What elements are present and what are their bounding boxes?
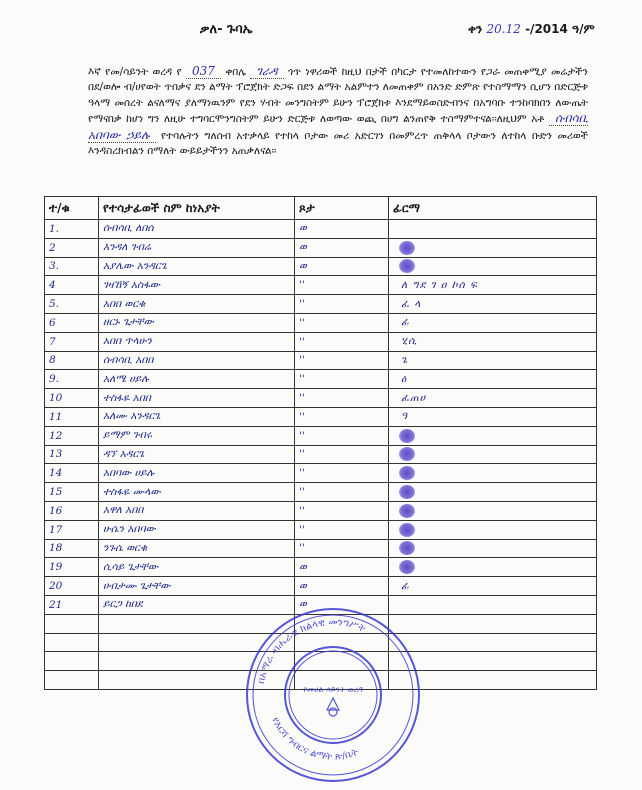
cell-no: 14 — [45, 464, 99, 483]
handwritten-signature: ፈ ላ — [401, 297, 422, 310]
table-row — [45, 483, 597, 502]
cell-signature — [389, 539, 597, 558]
cell-sex: '' — [295, 295, 389, 314]
table-row — [45, 313, 597, 332]
cell-signature — [389, 389, 597, 408]
cell-sex: '' — [295, 351, 389, 370]
cell-no — [45, 614, 99, 633]
kebele-number: 037 — [186, 64, 221, 79]
cell-name: ሰብሳቢ ለበሰ — [99, 220, 295, 239]
fingerprint-icon — [399, 447, 415, 461]
cell-signature — [389, 351, 597, 370]
cell-signature — [389, 483, 597, 502]
cell-no: 20 — [45, 577, 99, 596]
table-row — [45, 332, 597, 351]
cell-signature — [389, 313, 597, 332]
cell-sex: ወ — [295, 577, 389, 596]
cell-signature — [389, 238, 597, 257]
cell-no: 10 — [45, 389, 99, 408]
cell-sex: ወ — [295, 238, 389, 257]
cell-signature — [389, 370, 597, 389]
cell-signature — [389, 426, 597, 445]
fingerprint-icon — [399, 504, 415, 518]
date-prefix: ቀን — [468, 22, 483, 36]
cell-name: ሲሳይ ጌታቸው — [99, 558, 295, 577]
cell-signature — [389, 501, 597, 520]
cell-no: 21 — [45, 595, 99, 614]
paragraph-text-4: የተባሉትን ግለሰብ አተቃላይ የተከላ ቦታው መሪ አድርገን በመምረጥ ጠቅላላ ቦታውን ለተከላ ቡድን መሪወች እንዳስረክብልን በማለት ውይይታችንን አጠቃለናል፡፡ — [88, 129, 589, 158]
cell-no — [45, 671, 99, 690]
document-title: ቃለ- ጉባኤ — [200, 22, 253, 37]
cell-signature — [389, 220, 597, 239]
handwritten-signature: ፊ — [401, 316, 410, 329]
cell-signature — [389, 295, 597, 314]
table-row — [45, 276, 597, 295]
cell-signature — [389, 445, 597, 464]
table-row — [45, 501, 597, 520]
cell-sex: ወ — [295, 257, 389, 276]
cell-name: አያሌው አንዳርጌ — [99, 257, 295, 276]
cell-name: ሰብሳቢ አበበ — [99, 351, 295, 370]
cell-name: ይርጋ ከበደ — [99, 595, 295, 614]
cell-name: ይማም ገብሩ — [99, 426, 295, 445]
table-row — [45, 220, 597, 239]
cell-name: ተስፋዬ ሙላው — [99, 483, 295, 502]
fingerprint-icon — [399, 466, 415, 480]
fingerprint-icon — [399, 560, 415, 574]
cell-sex: ወ — [295, 220, 389, 239]
handwritten-signature: ሂሲ — [401, 335, 418, 348]
header-number: ተ/ቁ — [45, 197, 99, 220]
fingerprint-icon — [399, 429, 415, 443]
header-signature: ፊርማ — [389, 197, 597, 220]
cell-sex: '' — [295, 483, 389, 502]
cell-name: ንጉሴ ወርቁ — [99, 539, 295, 558]
cell-signature — [389, 577, 597, 596]
table-row — [45, 370, 597, 389]
cell-no: 17 — [45, 520, 99, 539]
table-row — [45, 407, 597, 426]
cell-name: ሁሴን አበባው — [99, 520, 295, 539]
handwritten-signature: ለ ግደ ገ ዐ ኮሰ ፍ — [401, 278, 479, 291]
paragraph-text-1: እኛ የመ/ሳይንት ወረዳ የ — [88, 66, 182, 78]
leader-name: ሰብሳቢ አበባው ኃይሉ — [88, 111, 588, 142]
cell-signature — [389, 520, 597, 539]
cell-no: 3. — [45, 257, 99, 276]
cell-name: አበባው ሀይሉ — [99, 464, 295, 483]
table-row — [45, 351, 597, 370]
cell-signature — [389, 464, 597, 483]
stamp-outer-text: በአማራ ብሔራዊ ክልላዊ መንግሥት — [255, 616, 367, 685]
agreement-paragraph — [88, 64, 588, 159]
document-date — [468, 22, 595, 37]
cell-name: አለሜ ሀይሉ — [99, 370, 295, 389]
cell-name: ተስፋዬ አበበ — [99, 389, 295, 408]
fingerprint-icon — [399, 541, 415, 555]
cell-name: አበበ ወርቁ — [99, 295, 295, 314]
cell-sex: '' — [295, 276, 389, 295]
table-header-row — [45, 197, 597, 220]
cell-no: 18 — [45, 539, 99, 558]
handwritten-signature: ፊ — [401, 579, 410, 592]
cell-sex: '' — [295, 445, 389, 464]
table-row — [45, 445, 597, 464]
cell-no: 15 — [45, 483, 99, 502]
handwritten-signature: ጌ — [401, 353, 409, 366]
cell-signature — [389, 332, 597, 351]
table-row — [45, 238, 597, 257]
fingerprint-icon — [399, 485, 415, 499]
table-row — [45, 577, 597, 596]
cell-no: 11 — [45, 407, 99, 426]
fingerprint-icon — [399, 523, 415, 537]
cell-name: ዳኘ አዳርጌ — [99, 445, 295, 464]
emblem-icon — [327, 698, 339, 716]
cell-sex: '' — [295, 407, 389, 426]
cell-signature — [389, 558, 597, 577]
official-stamp — [238, 600, 428, 790]
handwritten-signature: ዓ — [401, 410, 409, 423]
cell-no: 6 — [45, 313, 99, 332]
cell-sex: '' — [295, 464, 389, 483]
date-handwritten: 20.12 — [486, 22, 521, 36]
table-row — [45, 426, 597, 445]
cell-name: ዘርኑ ጌታቸው — [99, 313, 295, 332]
cell-sex: ወ — [295, 558, 389, 577]
cell-sex: '' — [295, 332, 389, 351]
cell-sex: '' — [295, 313, 389, 332]
cell-sex: '' — [295, 539, 389, 558]
cell-no: 8 — [45, 351, 99, 370]
cell-no: 1. — [45, 220, 99, 239]
table-row — [45, 539, 597, 558]
date-suffix: -/2014 ዓ/ም — [525, 22, 595, 36]
cell-no: 2 — [45, 238, 99, 257]
cell-no: 7 — [45, 332, 99, 351]
cell-name: አዋለ አበበ — [99, 501, 295, 520]
cell-sex: '' — [295, 520, 389, 539]
header-sex: ጾታ — [295, 197, 389, 220]
cell-signature — [389, 276, 597, 295]
table-row — [45, 295, 597, 314]
paragraph-text-3: ጎጥ ነዋሪወች ከዚህ በታች በካርታ የተመለከተውን የጋራ መጠቀሚያ መሬታችን በደ/ወሎ ብ/ሀየወት ጥበቃና ደን ልማት ፕሮጀክት ድጋፍ በደን ልማት አልምተን ለመጠቀም በአንድ ድምጽ የተስማማን ሲሆን በድርጅቱ ዓላማ መሰረት ልናለማና ያለማነዉንም የደን ሃብት መንግስትም ይሁን ፕሮጀክቱ እንደማይወስድብንና በአግባቡ ተንከባክበን ለውጤት የማናበቃ ከሆነ ግን ለዚሁ ተግባርሞንግስትም ይሁን ድርጅቱ ለወጣው ወጪ በሀግ ልንጠየቅ ተስማምተናል፡፡ለዚህም አቶ — [88, 66, 588, 126]
place-name: ገራዳ — [250, 64, 283, 79]
cell-sex: '' — [295, 426, 389, 445]
table-row — [45, 389, 597, 408]
cell-no: 9. — [45, 370, 99, 389]
cell-no: 19 — [45, 558, 99, 577]
table-row — [45, 520, 597, 539]
cell-no: 5. — [45, 295, 99, 314]
cell-name: እንዳለ ገብሬ — [99, 238, 295, 257]
cell-name: ሀብታሙ ጌታቸው — [99, 577, 295, 596]
header-name: የተሳታፊወች ስም ከነአያት — [99, 197, 295, 220]
cell-no: 16 — [45, 501, 99, 520]
cell-sex: '' — [295, 389, 389, 408]
cell-sex: ወ — [295, 595, 389, 614]
cell-no: 4 — [45, 276, 99, 295]
table-row — [45, 558, 597, 577]
cell-no: 13 — [45, 445, 99, 464]
cell-name: አበበ ጥላሁን — [99, 332, 295, 351]
cell-name: አለሙ አንዳርጌ — [99, 407, 295, 426]
cell-name: ገዛኸኝ አስፋው — [99, 276, 295, 295]
cell-no — [45, 652, 99, 671]
handwritten-signature: ፈጠሀ — [401, 391, 427, 404]
cell-no — [45, 633, 99, 652]
cell-signature — [389, 257, 597, 276]
paragraph-text-2: ቀበሌ — [225, 66, 246, 78]
table-row — [45, 257, 597, 276]
cell-no: 12 — [45, 426, 99, 445]
cell-signature — [389, 407, 597, 426]
cell-sex: '' — [295, 370, 389, 389]
handwritten-signature: ዕ — [401, 372, 408, 385]
fingerprint-icon — [399, 259, 415, 273]
stamp-inner-text: የመሀል ሳይንት ወረዳ — [303, 685, 363, 694]
fingerprint-icon — [399, 241, 415, 255]
table-row — [45, 464, 597, 483]
cell-sex: '' — [295, 501, 389, 520]
stamp-bottom-text: የእርሻ ግብርና ልማት ጽ/ቤት — [269, 715, 360, 763]
